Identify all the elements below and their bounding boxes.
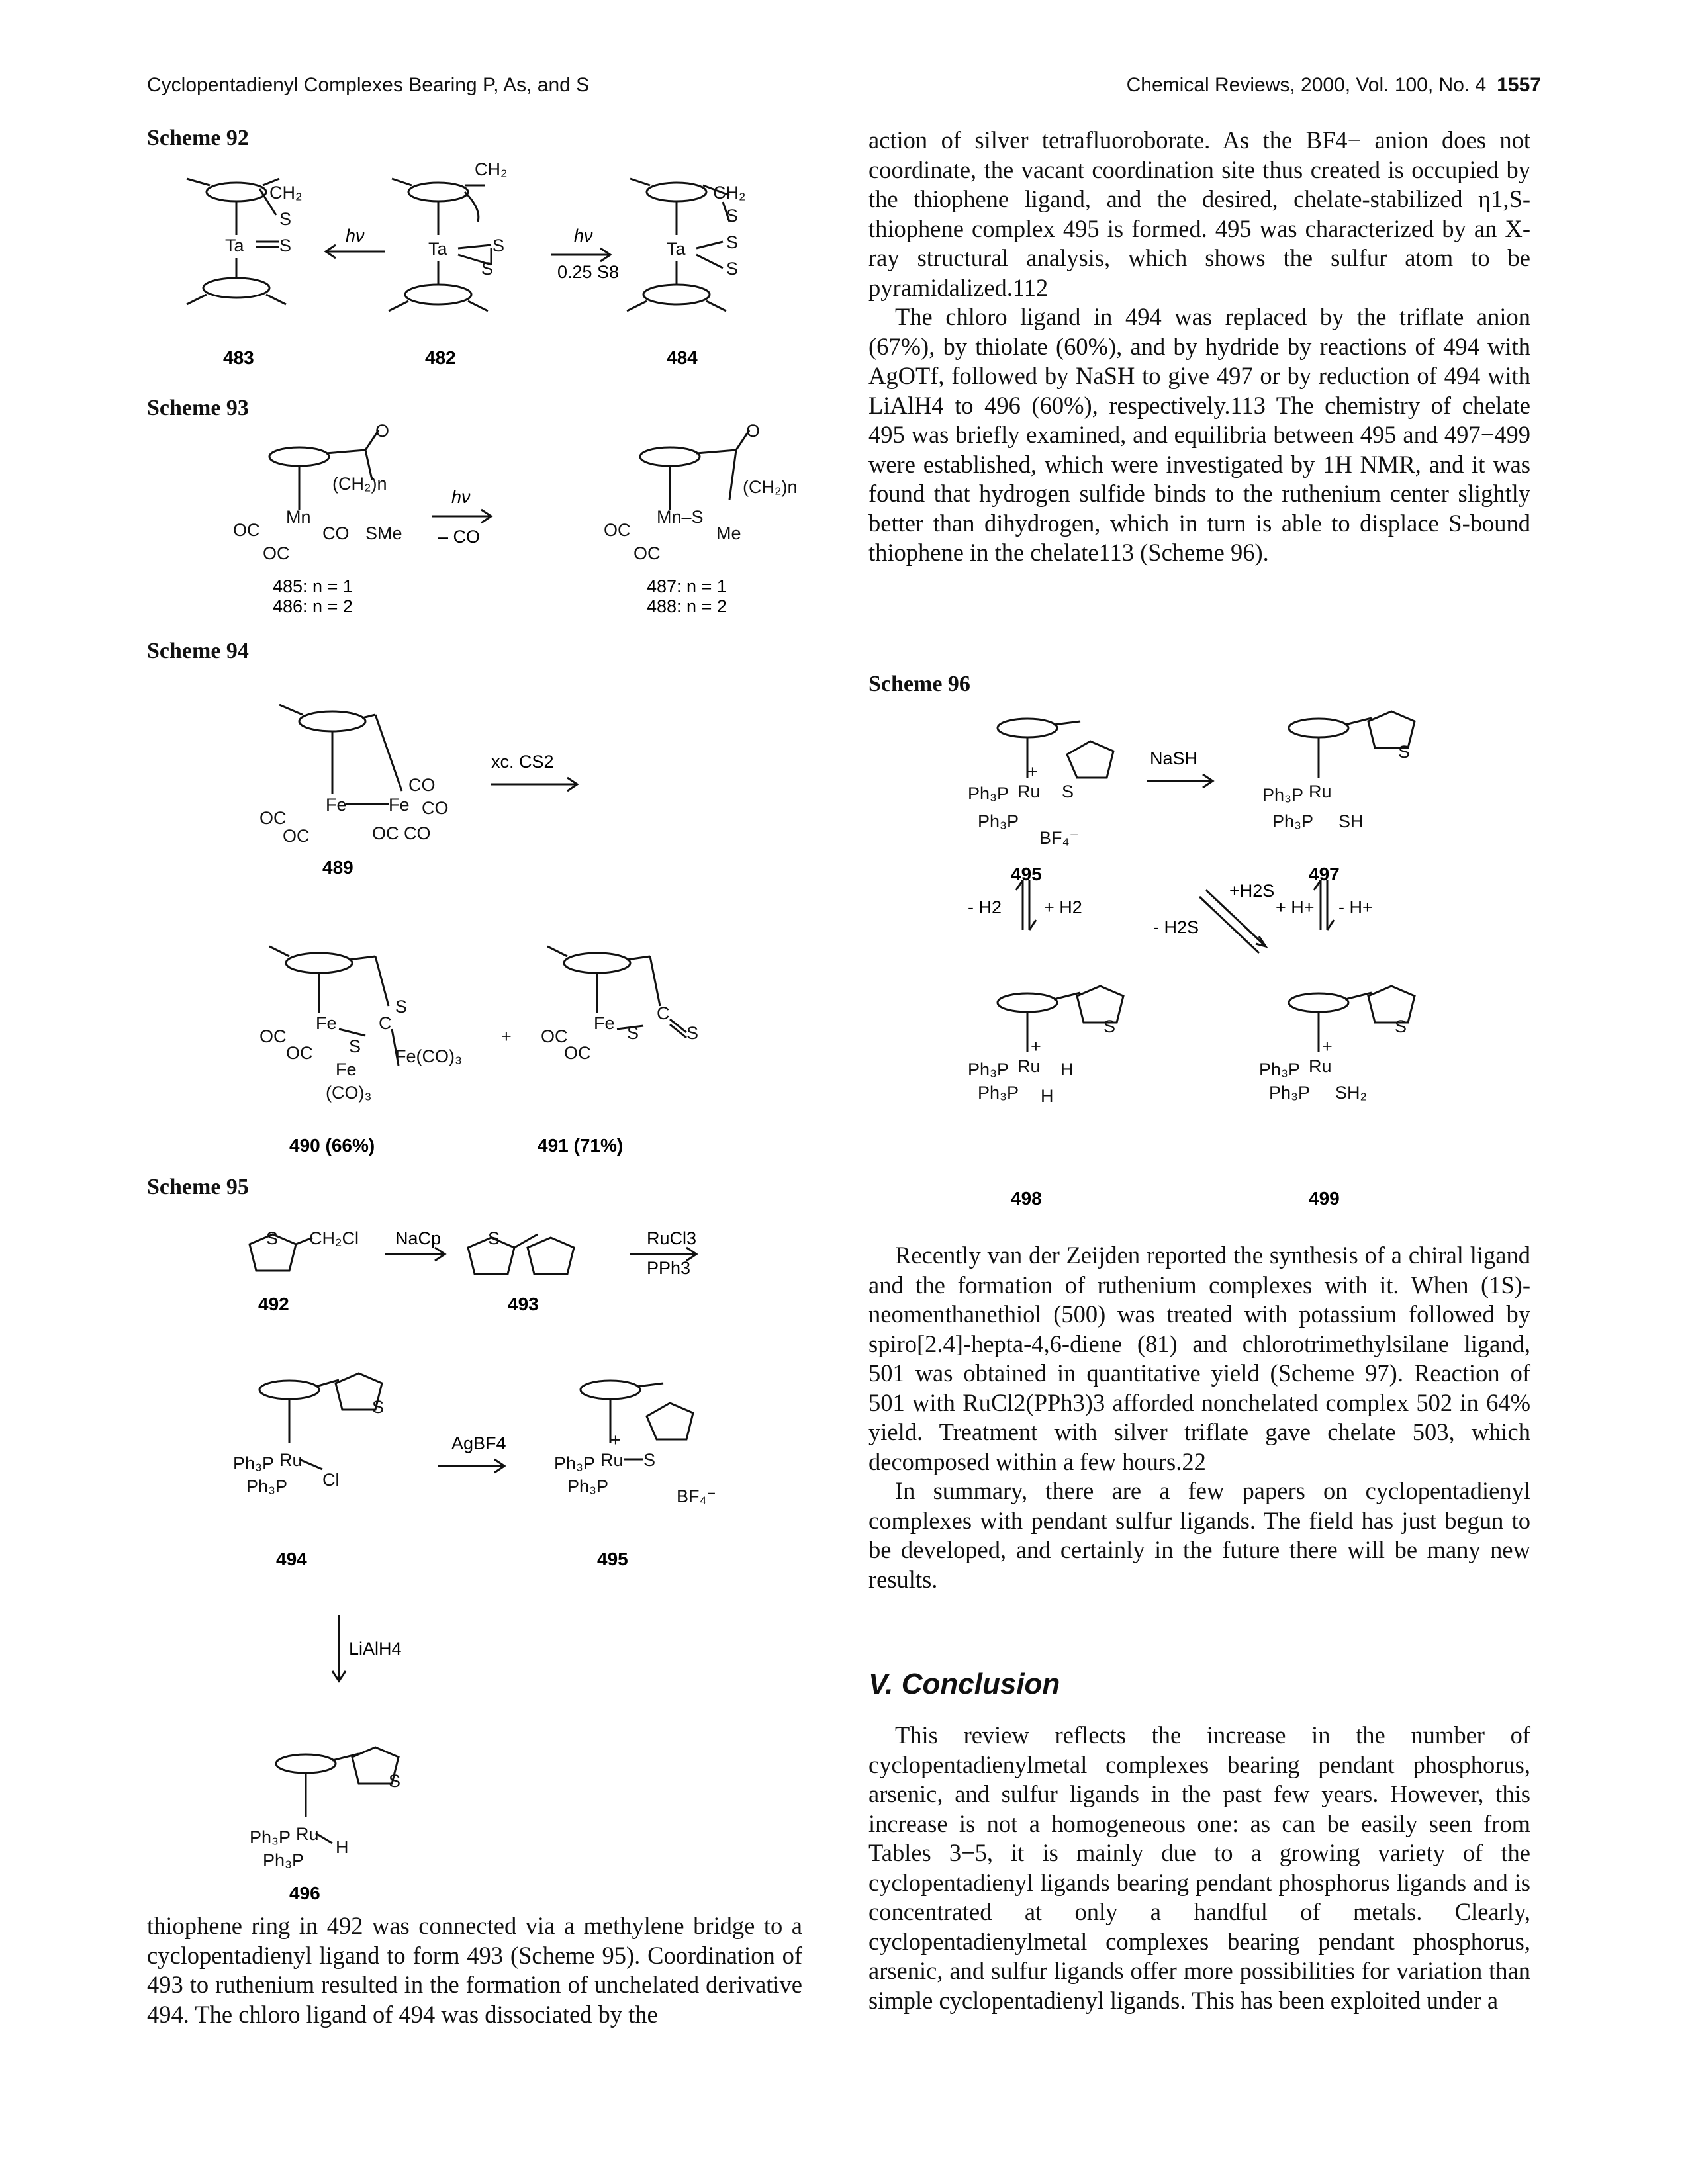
svg-text:Ru: Ru bbox=[1309, 1056, 1332, 1076]
s96-eq-plus-h2s: +H2S bbox=[1229, 881, 1275, 901]
svg-text:+: + bbox=[1031, 1036, 1041, 1056]
s95-reagent-agbf4: AgBF4 bbox=[451, 1433, 506, 1453]
svg-text:OC: OC bbox=[259, 808, 287, 828]
s92-arrow-right-label: hν bbox=[574, 226, 593, 246]
compound-label-496: 496 bbox=[289, 1883, 320, 1903]
right-paragraphs-middle bbox=[868, 1241, 1530, 1594]
svg-text:Ph₃P: Ph₃P bbox=[968, 1060, 1009, 1079]
svg-text:Ph₃P: Ph₃P bbox=[246, 1477, 288, 1496]
svg-text:SMe: SMe bbox=[365, 523, 402, 543]
svg-text:CH₂: CH₂ bbox=[269, 183, 303, 203]
svg-text:Ru: Ru bbox=[1309, 782, 1332, 801]
compound-label-485: 485: n = 1 bbox=[273, 576, 353, 596]
compound-label-499: 499 bbox=[1309, 1188, 1340, 1208]
svg-text:Fe: Fe bbox=[326, 795, 347, 815]
svg-text:Fe: Fe bbox=[336, 1060, 357, 1079]
scheme-92-figure bbox=[147, 156, 809, 387]
svg-text:Ph₃P: Ph₃P bbox=[978, 811, 1019, 831]
s95-reagent-nacp: NaCp bbox=[395, 1228, 442, 1248]
page-number: 1557 bbox=[1497, 74, 1541, 96]
svg-text:Ta: Ta bbox=[667, 239, 686, 259]
scheme-94-figure bbox=[147, 668, 809, 1171]
svg-text:Fe(CO)₃: Fe(CO)₃ bbox=[395, 1046, 462, 1066]
svg-text:CH₂: CH₂ bbox=[475, 159, 508, 179]
svg-text:+: + bbox=[1322, 1036, 1333, 1056]
svg-text:Ph₃P: Ph₃P bbox=[1262, 785, 1304, 805]
s96-eq-minus-h2s: - H2S bbox=[1153, 917, 1199, 937]
svg-text:OC: OC bbox=[233, 520, 260, 540]
svg-text:S: S bbox=[627, 1023, 639, 1043]
svg-text:CO: CO bbox=[322, 523, 350, 543]
right-paragraph-2: The chloro ligand in 494 was replaced by the triflate anion (67%), by thiolate (60%), and by hydride by reactions of 494 with AgOTf, followed by NaSH to give 497 or by reduction of 494 with LiAlH4 to 496 (60%), respectively.113 The chemistry of chelate 495 was briefly examined, and equilibria between 495 and 497−499 were established, which were investigated by 1H NMR, and it was found that hydrogen sulfide binds to the ruthenium center slightly better than dihydrogen, which in turn is able to displace S-bound thiophene in the chelate113 (Scheme 96). bbox=[868, 303, 1530, 566]
svg-text:H: H bbox=[336, 1837, 349, 1857]
svg-text:S: S bbox=[643, 1450, 656, 1470]
right-paragraphs-top bbox=[868, 126, 1530, 568]
svg-text:BF₄⁻: BF₄⁻ bbox=[1039, 828, 1079, 848]
svg-text:BF₄⁻: BF₄⁻ bbox=[677, 1486, 716, 1506]
svg-text:S: S bbox=[726, 259, 739, 279]
svg-text:S: S bbox=[481, 259, 494, 279]
scheme-93-title: Scheme 93 bbox=[147, 396, 249, 420]
right-paragraph-4: In summary, there are a few papers on cyclopentadienyl complexes with pendant sulfur ligands. The field has just begun to be developed, and certainly in the future there will be many new results. bbox=[868, 1477, 1530, 1593]
compound-label-491: 491 (71%) bbox=[538, 1135, 624, 1156]
svg-text:CH₂: CH₂ bbox=[713, 183, 746, 203]
svg-text:Ru: Ru bbox=[600, 1450, 624, 1470]
s96-eq-minus-h: - H+ bbox=[1338, 897, 1373, 917]
compound-label-498: 498 bbox=[1011, 1188, 1042, 1208]
scheme-92-title: Scheme 92 bbox=[147, 126, 249, 150]
svg-text:S: S bbox=[349, 1036, 361, 1056]
s96-reagent-nash: NaSH bbox=[1150, 749, 1198, 768]
compound-label-497: 497 bbox=[1309, 864, 1340, 884]
svg-text:Mn–S: Mn–S bbox=[657, 507, 704, 527]
conclusion-text: This review reflects the increase in the number of cyclopentadienylmetal complexes bearing pendant phosphorus, arsenic, and sulfur ligands in the past few years. However, this increase is not a homogeneous one: as can be easily seen from Tables 3−5, it is mainly due to a growing variety of the cyclopentadienyl ligands bearing pendant phosphorus ligands and is concentrated at only a handful of metals. Clearly, cyclopentadienylmetal complexes bearing pendant phosphorus, arsenic, and sulfur ligands offer more possibilities for variation than simple cyclopentadienyl ligands. This has been exploited under a bbox=[868, 1721, 1530, 2014]
left-text: thiophene ring in 492 was connected via a methylene bridge to a cyclopentadienyl ligand to form 493 (Scheme 95). Coordination of 493 to ruthenium resulted in the formation of unchelated derivative 494. The chloro ligand of 494 was dissociated by the bbox=[147, 1912, 802, 2028]
svg-text:S: S bbox=[1062, 782, 1074, 801]
svg-text:H: H bbox=[1041, 1086, 1054, 1106]
svg-text:C: C bbox=[379, 1013, 392, 1033]
running-header-title: Cyclopentadienyl Complexes Bearing P, As, and S bbox=[147, 74, 590, 96]
s96-eq-minus-h2: - H2 bbox=[968, 897, 1002, 917]
scheme-95-figure bbox=[147, 1205, 809, 1906]
svg-text:OC: OC bbox=[286, 1043, 313, 1063]
svg-text:OC: OC bbox=[283, 826, 310, 846]
right-paragraph-1: action of silver tetrafluoroborate. As the BF4− anion does not coordinate, the vacant coordination site thus created is occupied by the thiophene ligand, and the desired, chelate-stabilized η1,S-thiophene complex 495 is formed. 495 was characterized by an X-ray structural analysis, which shows the sulfur atom to be pyramidalized.112 bbox=[868, 126, 1530, 301]
section-title: V. Conclusion bbox=[868, 1668, 1060, 1700]
svg-text:S: S bbox=[726, 206, 739, 226]
right-paragraph-3: Recently van der Zeijden reported the synthesis of a chiral ligand and the formation of ruthenium complexes with it. When (1S)-neomenthanethiol (500) was treated with potassium followed by spiro[2.4]-hepta-4,6-diene (81) and chlorotrimethylsilane ligand, 501 was obtained in quantitative yield (Scheme 97). Reaction of 501 with RuCl2(PPh3)3 afforded nonchelated complex 502 in 64% yield. Treatment with silver triflate gave chelate 503, which decomposed within a few hours.22 bbox=[868, 1242, 1530, 1475]
s95-reagent-lialh4: LiAlH4 bbox=[349, 1639, 402, 1659]
left-column-paragraph bbox=[147, 1911, 802, 2029]
svg-text:Cl: Cl bbox=[322, 1470, 340, 1490]
svg-text:(CH₂)n: (CH₂)n bbox=[743, 477, 798, 497]
svg-text:Ph₃P: Ph₃P bbox=[1269, 1083, 1311, 1103]
svg-text:S: S bbox=[1398, 742, 1411, 762]
svg-text:Ru: Ru bbox=[279, 1450, 303, 1470]
compound-label-482: 482 bbox=[425, 347, 456, 368]
svg-text:OC: OC bbox=[263, 543, 290, 563]
compound-label-488: 488: n = 2 bbox=[647, 596, 727, 616]
svg-text:O: O bbox=[375, 424, 390, 441]
compound-label-495b: 495 bbox=[1011, 864, 1042, 884]
svg-text:(CH₂)n: (CH₂)n bbox=[332, 474, 387, 494]
svg-text:Ph₃P: Ph₃P bbox=[978, 1083, 1019, 1103]
svg-text:S: S bbox=[266, 1228, 279, 1248]
svg-text:Fe: Fe bbox=[316, 1013, 337, 1033]
svg-text:OC: OC bbox=[633, 543, 661, 563]
svg-text:SH₂: SH₂ bbox=[1335, 1083, 1367, 1103]
compound-label-493: 493 bbox=[508, 1294, 539, 1314]
svg-text:S: S bbox=[1103, 1017, 1116, 1036]
svg-text:S: S bbox=[395, 997, 408, 1017]
svg-text:S: S bbox=[492, 236, 505, 255]
svg-text:S: S bbox=[279, 209, 292, 229]
svg-text:S: S bbox=[372, 1397, 385, 1417]
compound-label-489: 489 bbox=[322, 857, 353, 878]
svg-text:Ru: Ru bbox=[296, 1824, 319, 1844]
svg-text:Ph₃P: Ph₃P bbox=[554, 1453, 596, 1473]
svg-text:OC CO: OC CO bbox=[372, 823, 431, 843]
compound-label-492: 492 bbox=[258, 1294, 289, 1314]
compound-label-490: 490 (66%) bbox=[289, 1135, 375, 1156]
svg-text:Ph₃P: Ph₃P bbox=[968, 784, 1009, 803]
svg-text:OC: OC bbox=[259, 1026, 287, 1046]
compound-label-487: 487: n = 1 bbox=[647, 576, 727, 596]
scheme-94-title: Scheme 94 bbox=[147, 639, 249, 663]
svg-text:Fe: Fe bbox=[389, 795, 410, 815]
compound-label-486: 486: n = 2 bbox=[273, 596, 353, 616]
svg-text:+: + bbox=[610, 1430, 621, 1450]
svg-text:CO: CO bbox=[408, 775, 436, 795]
svg-text:S: S bbox=[279, 236, 292, 255]
conclusion-paragraph bbox=[868, 1721, 1530, 2015]
s94-reagent: xc. CS2 bbox=[491, 752, 554, 772]
svg-text:Ph₃P: Ph₃P bbox=[250, 1827, 291, 1847]
svg-text:S: S bbox=[1395, 1017, 1407, 1036]
s93-arrow-label: hν bbox=[451, 487, 471, 507]
svg-text:OC: OC bbox=[541, 1026, 568, 1046]
svg-text:SH: SH bbox=[1338, 811, 1364, 831]
svg-text:+: + bbox=[501, 1026, 512, 1046]
svg-text:S: S bbox=[389, 1771, 401, 1791]
svg-text:Ph₃P: Ph₃P bbox=[233, 1453, 275, 1473]
svg-text:S: S bbox=[488, 1228, 500, 1248]
s93-arrow-sublabel: – CO bbox=[438, 527, 481, 547]
svg-text:OC: OC bbox=[604, 520, 631, 540]
svg-text:Ph₃P: Ph₃P bbox=[1272, 811, 1314, 831]
running-header-journal bbox=[1127, 74, 1541, 97]
svg-text:S: S bbox=[726, 232, 739, 252]
svg-text:Ph₃P: Ph₃P bbox=[567, 1477, 609, 1496]
svg-text:S: S bbox=[686, 1023, 699, 1043]
s92-arrow-left-label: hν bbox=[346, 226, 365, 246]
svg-text:CH₂Cl: CH₂Cl bbox=[309, 1228, 359, 1248]
svg-text:+: + bbox=[1027, 762, 1038, 782]
scheme-96-title: Scheme 96 bbox=[868, 672, 970, 696]
s92-arrow-right-sublabel: 0.25 S8 bbox=[557, 262, 620, 282]
svg-text:H: H bbox=[1060, 1060, 1074, 1079]
svg-text:Ru: Ru bbox=[1017, 1056, 1041, 1076]
svg-text:Ph₃P: Ph₃P bbox=[1259, 1060, 1301, 1079]
s95-reagent-rucl3: RuCl3 bbox=[647, 1228, 697, 1248]
svg-text:(CO)₃: (CO)₃ bbox=[326, 1083, 372, 1103]
journal-citation: Chemical Reviews, 2000, Vol. 100, No. 4 bbox=[1126, 74, 1487, 96]
svg-text:Mn: Mn bbox=[286, 507, 311, 527]
svg-text:O: O bbox=[746, 424, 761, 441]
svg-text:C: C bbox=[657, 1003, 670, 1023]
svg-text:CO: CO bbox=[422, 798, 449, 818]
compound-label-483: 483 bbox=[223, 347, 254, 368]
svg-text:Ta: Ta bbox=[225, 236, 244, 255]
scheme-95-title: Scheme 95 bbox=[147, 1175, 249, 1199]
s96-eq-plus-h: + H+ bbox=[1276, 897, 1315, 917]
svg-text:Ru: Ru bbox=[1017, 782, 1041, 801]
svg-text:OC: OC bbox=[564, 1043, 591, 1063]
compound-label-484: 484 bbox=[667, 347, 698, 368]
svg-text:Ph₃P: Ph₃P bbox=[263, 1850, 305, 1870]
compound-label-494: 494 bbox=[276, 1549, 307, 1569]
svg-text:Ta: Ta bbox=[428, 239, 447, 259]
scheme-96-figure bbox=[868, 702, 1530, 1211]
s96-eq-plus-h2: + H2 bbox=[1044, 897, 1082, 917]
compound-label-495: 495 bbox=[597, 1549, 628, 1569]
scheme-93-figure bbox=[147, 424, 809, 629]
svg-text:Me: Me bbox=[716, 523, 741, 543]
s95-reagent-pph3: PPh3 bbox=[647, 1258, 691, 1278]
svg-text:Fe: Fe bbox=[594, 1013, 615, 1033]
